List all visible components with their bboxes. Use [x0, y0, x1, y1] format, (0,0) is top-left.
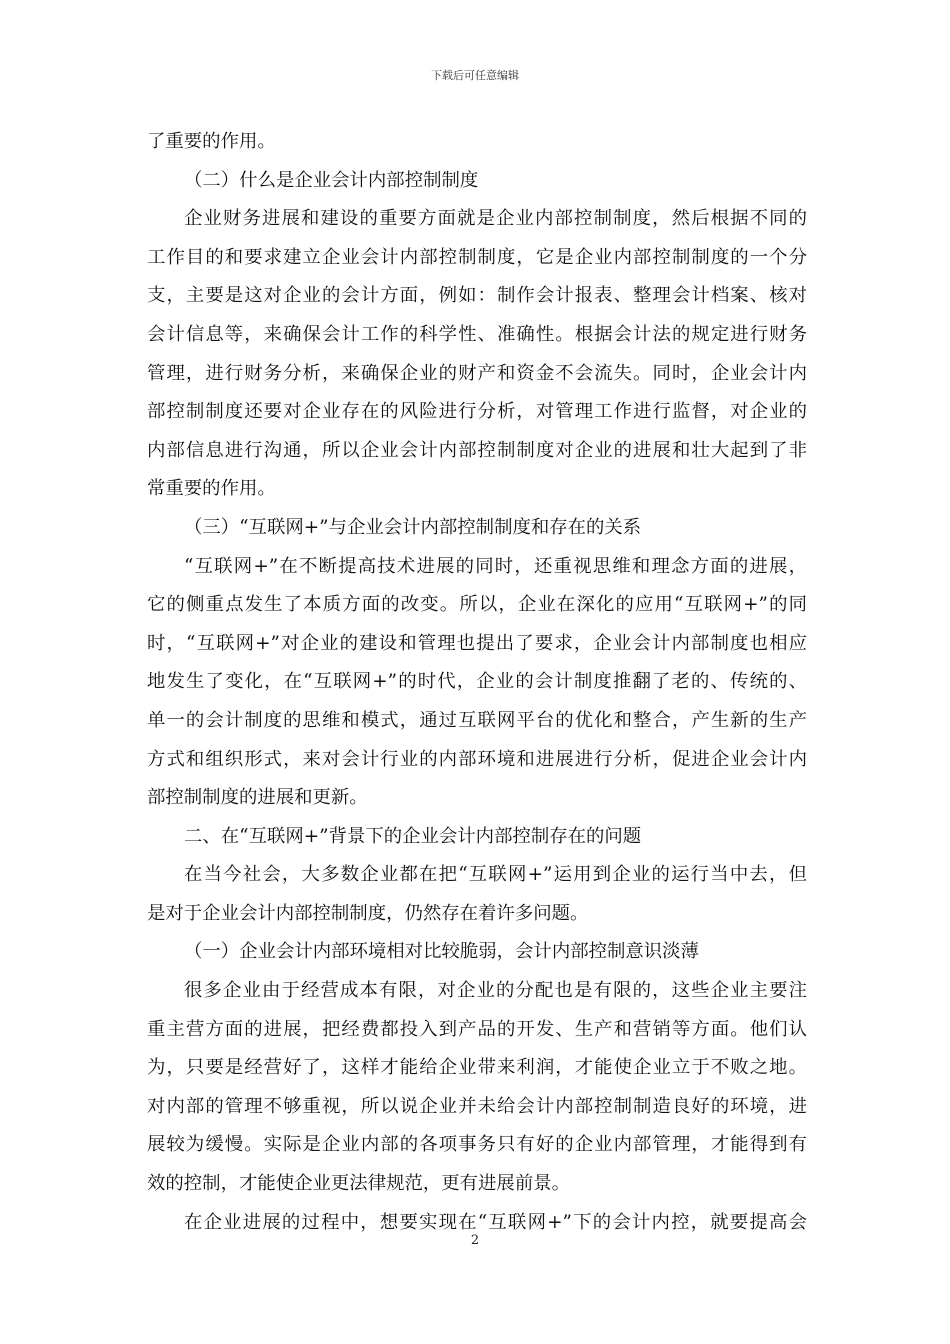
text-line: 管理，进行财务分析，来确保企业的财产和资金不会流失。同时，企业会计内 [147, 362, 807, 384]
text-line: 单一的会计制度的思维和模式，通过互联网平台的优化和整合，产生新的生产 [147, 709, 807, 731]
page-header: 下载后可任意编辑 [431, 69, 519, 82]
text-line: 展较为缓慢。实际是企业内部的各项事务只有好的企业内部管理，才能得到有 [147, 1134, 807, 1156]
section-heading: （二）什么是企业会计内部控制制度 [184, 169, 479, 191]
text-line: 常重要的作用。 [147, 478, 276, 500]
text-line: 了重要的作用。 [147, 131, 276, 152]
text-line: “互联网+”在不断提高技术进展的同时，还重视思维和理念方面的进展， [184, 555, 807, 577]
text-line: 部控制制度还要对企业存在的风险进行分析，对管理工作进行监督，对企业的 [147, 401, 807, 423]
text-line: 地发生了变化，在“互联网+”的时代，企业的会计制度推翻了老的、传统的、 [147, 671, 807, 693]
text-line: 内部信息进行沟通，所以企业会计内部控制制度对企业的进展和壮大起到了非 [147, 439, 807, 461]
text-line: 工作目的和要求建立企业会计内部控制制度，它是企业内部控制制度的一个分 [147, 246, 807, 268]
text-line: 支，主要是这对企业的会计方面，例如：制作会计报表、整理会计档案、核对 [147, 285, 807, 307]
text-line: 很多企业由于经营成本有限，对企业的分配也是有限的，这些企业主要注 [184, 980, 807, 1002]
text-line: 企业财务进展和建设的重要方面就是企业内部控制制度，然后根据不同的 [184, 208, 807, 230]
text-line: 在企业进展的过程中，想要实现在“互联网+”下的会计内控，就要提高会 [184, 1211, 807, 1233]
section-heading: 二、在“互联网+”背景下的企业会计内部控制存在的问题 [184, 825, 642, 847]
page-number: 2 [470, 1233, 480, 1248]
text-line: 对内部的管理不够重视，所以说企业并未给会计内部控制制造良好的环境，进 [147, 1095, 807, 1117]
text-line: 时，“互联网+”对企业的建设和管理也提出了要求，企业会计内部制度也相应 [147, 632, 807, 654]
section-heading: （一）企业会计内部环境相对比较脆弱，会计内部控制意识淡薄 [184, 941, 699, 963]
text-line: 为，只要是经营好了，这样才能给企业带来利润，才能使企业立于不败之地。 [147, 1057, 807, 1079]
text-line: 重主营方面的进展，把经费都投入到产品的开发、生产和营销等方面。他们认 [147, 1018, 807, 1040]
document-body [147, 123, 807, 1242]
text-line: 它的侧重点发生了本质方面的改变。所以，企业在深化的应用“互联网+”的同 [147, 594, 807, 616]
text-line: 会计信息等，来确保会计工作的科学性、准确性。根据会计法的规定进行财务 [147, 323, 807, 345]
text-line: 方式和组织形式，来对会计行业的内部环境和进展进行分析，促进企业会计内 [147, 748, 807, 770]
text-line: 是对于企业会计内部控制制度，仍然存在着许多问题。 [147, 902, 589, 924]
text-line: 在当今社会，大多数企业都在把“互联网+”运用到企业的运行当中去，但 [184, 864, 807, 886]
text-line: 效的控制，才能使企业更法律规范，更有进展前景。 [147, 1173, 570, 1195]
section-heading: （三）“互联网+”与企业会计内部控制制度和存在的关系 [184, 516, 642, 538]
text-line: 部控制制度的进展和更新。 [147, 787, 368, 809]
